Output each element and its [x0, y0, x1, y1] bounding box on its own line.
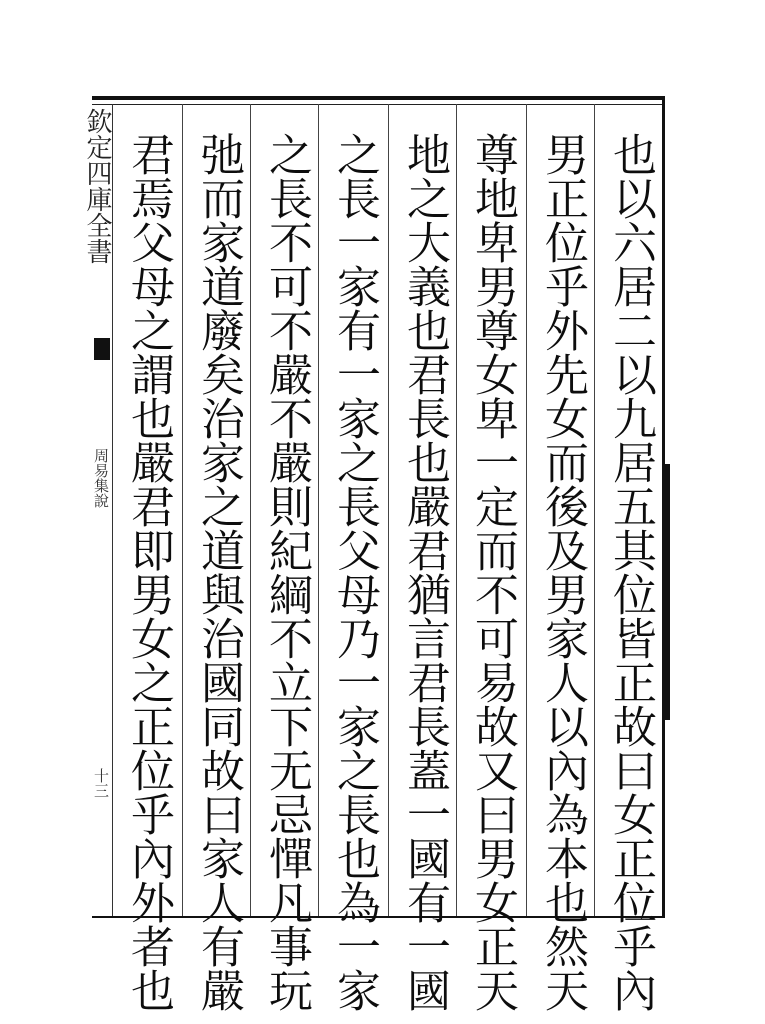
column-divider	[182, 104, 183, 916]
column-divider	[594, 104, 595, 916]
margin-book-name: 周易集說	[92, 448, 110, 508]
top-border-thick	[92, 96, 664, 100]
fold-edge-mark	[664, 464, 670, 720]
top-border-thin	[92, 104, 664, 105]
text-column-1: 也以六居二以九居五其位皆正故曰女正位乎內	[605, 132, 656, 1012]
margin-gutter-line	[112, 104, 113, 916]
column-divider	[388, 104, 389, 916]
column-divider	[456, 104, 457, 916]
column-divider	[526, 104, 527, 916]
text-column-2: 男正位乎外先女而後及男家人以內為本也然天	[537, 132, 588, 1012]
margin-page-number: 十三	[92, 768, 110, 798]
text-column-6: 之長不可不嚴不嚴則紀綱不立下无忌憚凡事玩	[261, 132, 312, 1012]
text-column-4: 地之大義也君長也嚴君猶言君長蓋一國有一國	[399, 132, 450, 1012]
text-column-5: 之長一家有一家之長父母乃一家之長也為一家	[329, 132, 380, 1012]
text-column-3: 尊地卑男尊女卑一定而不可易故又曰男女正天	[467, 132, 518, 1012]
column-divider	[250, 104, 251, 916]
column-divider	[318, 104, 319, 916]
margin-book-series-title: 欽定四庫全書	[82, 108, 112, 264]
text-column-8: 君焉父母之謂也嚴君即男女之正位乎內外者也	[123, 132, 174, 1012]
text-column-7: 弛而家道廢矣治家之道與治國同故曰家人有嚴	[193, 132, 244, 1012]
fishtail-mark	[94, 338, 110, 360]
